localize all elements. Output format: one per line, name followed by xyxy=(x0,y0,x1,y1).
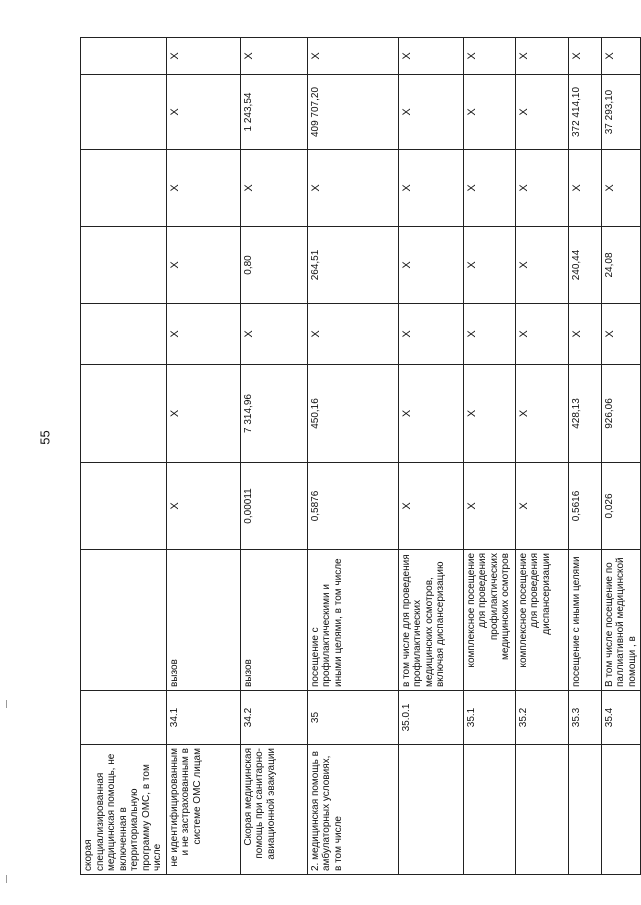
value-cell: X xyxy=(398,150,463,227)
value-cell: 1 243,54 xyxy=(240,75,307,150)
value-cell: 264,51 xyxy=(307,227,398,304)
value-cell: 0,5876 xyxy=(307,463,398,550)
table-row xyxy=(166,38,240,875)
data-table xyxy=(80,37,641,875)
value-cell xyxy=(81,463,167,550)
unit-cell: комплексное посещение для проведения профилактических медицинских осмотров xyxy=(463,550,515,691)
table-rotator xyxy=(80,38,638,875)
value-cell: X xyxy=(515,304,568,365)
value-cell: X xyxy=(463,463,515,550)
value-cell: 0,5616 xyxy=(568,463,601,550)
row-number-cell xyxy=(81,691,167,745)
value-cell: X xyxy=(515,365,568,463)
value-cell: X xyxy=(568,150,601,227)
value-cell: X xyxy=(166,227,240,304)
value-cell: X xyxy=(398,304,463,365)
value-cell: X xyxy=(166,304,240,365)
value-cell xyxy=(81,304,167,365)
value-cell: X xyxy=(568,38,601,75)
value-cell: X xyxy=(515,38,568,75)
unit-cell: комплексное посещение для проведения диспансеризации xyxy=(515,550,568,691)
value-cell: X xyxy=(463,227,515,304)
care-type-cell: не идентифицированным и не застрахованным в системе ОМС лицам xyxy=(166,745,240,875)
care-type-cell xyxy=(601,745,641,875)
value-cell: X xyxy=(398,365,463,463)
row-number-cell: 35.4 xyxy=(601,691,641,745)
value-cell: X xyxy=(398,227,463,304)
value-cell: 24,08 xyxy=(601,227,641,304)
value-cell: X xyxy=(240,38,307,75)
table-row xyxy=(515,38,568,875)
value-cell: 372 414,10 xyxy=(568,75,601,150)
value-cell: X xyxy=(515,150,568,227)
row-number-cell: 35 xyxy=(307,691,398,745)
value-cell: X xyxy=(240,150,307,227)
margin-tick xyxy=(6,700,7,708)
table-row xyxy=(463,38,515,875)
row-number-cell: 34.1 xyxy=(166,691,240,745)
table-row xyxy=(568,38,601,875)
care-type-cell xyxy=(515,745,568,875)
care-type-cell xyxy=(463,745,515,875)
value-cell: X xyxy=(601,304,641,365)
table-row xyxy=(81,38,167,875)
value-cell: X xyxy=(463,304,515,365)
value-cell: X xyxy=(166,463,240,550)
value-cell: X xyxy=(307,38,398,75)
row-number-cell: 35.0.1 xyxy=(398,691,463,745)
value-cell: X xyxy=(307,150,398,227)
page-number: 55 xyxy=(37,430,53,445)
value-cell: X xyxy=(601,38,641,75)
table-row xyxy=(601,38,641,875)
value-cell: X xyxy=(515,463,568,550)
care-type-cell: скорая специализированная медицинская помощь, не включенная в территориальную программу ОМС, в том числе xyxy=(81,745,167,875)
value-cell: X xyxy=(515,75,568,150)
unit-cell: в том числе для проведения профилактических медицинских осмотров, включая диспансеризацию xyxy=(398,550,463,691)
row-number-cell: 35.2 xyxy=(515,691,568,745)
value-cell: X xyxy=(568,304,601,365)
value-cell: X xyxy=(166,150,240,227)
value-cell xyxy=(81,150,167,227)
value-cell: X xyxy=(240,304,307,365)
row-number-cell: 35.1 xyxy=(463,691,515,745)
value-cell: X xyxy=(463,75,515,150)
value-cell xyxy=(81,38,167,75)
unit-cell: посещение с иными целями xyxy=(568,550,601,691)
value-cell: 926,06 xyxy=(601,365,641,463)
value-cell: 240,44 xyxy=(568,227,601,304)
row-number-cell: 34.2 xyxy=(240,691,307,745)
value-cell: X xyxy=(515,227,568,304)
value-cell: X xyxy=(601,150,641,227)
value-cell: 0,026 xyxy=(601,463,641,550)
table-row xyxy=(240,38,307,875)
unit-cell: посещение с профилактическими и иными целями, в том числе xyxy=(307,550,398,691)
value-cell: 409 707,20 xyxy=(307,75,398,150)
care-type-cell xyxy=(568,745,601,875)
value-cell xyxy=(81,365,167,463)
value-cell: 7 314,96 xyxy=(240,365,307,463)
unit-cell xyxy=(81,550,167,691)
value-cell xyxy=(81,75,167,150)
care-type-cell: Скорая медицинская помощь при санитарно-авиационной эвакуации xyxy=(240,745,307,875)
row-number-cell: 35.3 xyxy=(568,691,601,745)
rotated-table-area xyxy=(80,38,638,875)
value-cell: 450,16 xyxy=(307,365,398,463)
value-cell xyxy=(81,227,167,304)
value-cell: 0,80 xyxy=(240,227,307,304)
value-cell: X xyxy=(463,150,515,227)
table-body xyxy=(81,38,641,875)
value-cell: 37 293,10 xyxy=(601,75,641,150)
value-cell: X xyxy=(463,365,515,463)
value-cell: X xyxy=(166,38,240,75)
value-cell: X xyxy=(166,365,240,463)
value-cell: X xyxy=(307,304,398,365)
value-cell: X xyxy=(463,38,515,75)
margin-tick xyxy=(6,875,7,883)
care-type-cell xyxy=(398,745,463,875)
value-cell: X xyxy=(398,463,463,550)
value-cell: 0,00011 xyxy=(240,463,307,550)
unit-cell: вызов xyxy=(240,550,307,691)
table-row xyxy=(307,38,398,875)
unit-cell: В том числе посещение по паллиативной медицинской помощи , в xyxy=(601,550,641,691)
care-type-cell: 2. медицинская помощь в амбулаторных условиях, в том числе xyxy=(307,745,398,875)
value-cell: 428,13 xyxy=(568,365,601,463)
value-cell: X xyxy=(398,38,463,75)
table-row xyxy=(398,38,463,875)
value-cell: X xyxy=(166,75,240,150)
unit-cell: вызов xyxy=(166,550,240,691)
value-cell: X xyxy=(398,75,463,150)
